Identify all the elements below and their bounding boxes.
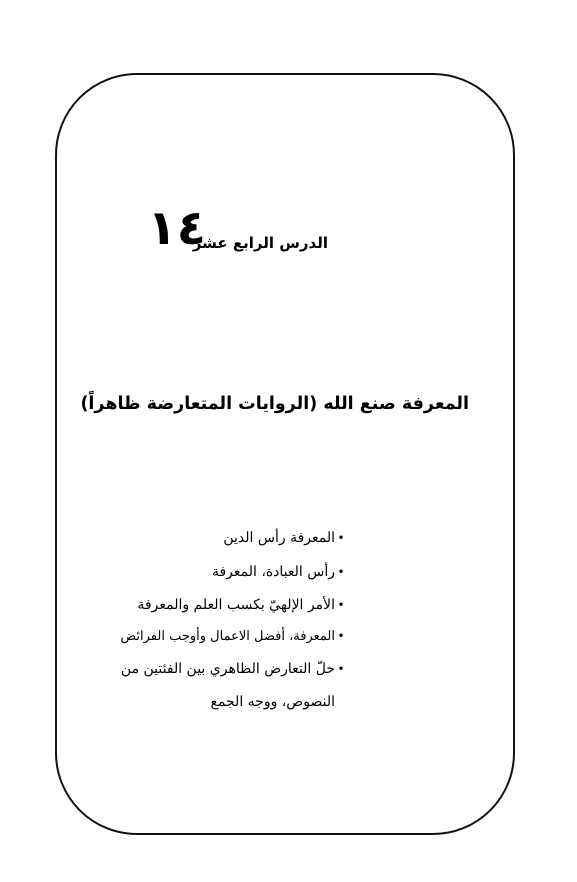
list-item xyxy=(120,629,347,644)
bullet-icon: • xyxy=(337,662,345,676)
lesson-header xyxy=(147,200,330,267)
topic-text: حلّ التعارض الظاهري بين الفئتين من xyxy=(120,661,335,677)
bullet-icon: • xyxy=(337,565,345,579)
topic-text: الأمر الإلهيّ بكسب العلم والمعرفة xyxy=(137,597,335,613)
bullet-icon: • xyxy=(337,598,345,612)
bullet-icon: • xyxy=(337,629,345,643)
topic-text: رأس العبادة، المعرفة xyxy=(211,564,335,580)
list-item xyxy=(223,530,347,546)
topic-text: النصوص، ووجه الجمع xyxy=(210,694,335,710)
list-item xyxy=(137,597,347,613)
lesson-number: ١٤ xyxy=(147,200,206,256)
lesson-label: الدرس الرابع عشر xyxy=(192,234,328,252)
bullet-icon: • xyxy=(337,531,345,545)
topic-text: المعرفة رأس الدين xyxy=(223,530,335,546)
list-item xyxy=(121,661,347,677)
lesson-title: المعرفة صنع الله (الروايات المتعارضة ظاهراً) xyxy=(80,394,469,414)
page-frame xyxy=(55,73,515,835)
list-item-continuation xyxy=(210,694,347,710)
topic-text: المعرفة، أفضل الاعمال وأوجب الفرائض xyxy=(120,629,335,644)
list-item xyxy=(212,564,347,580)
